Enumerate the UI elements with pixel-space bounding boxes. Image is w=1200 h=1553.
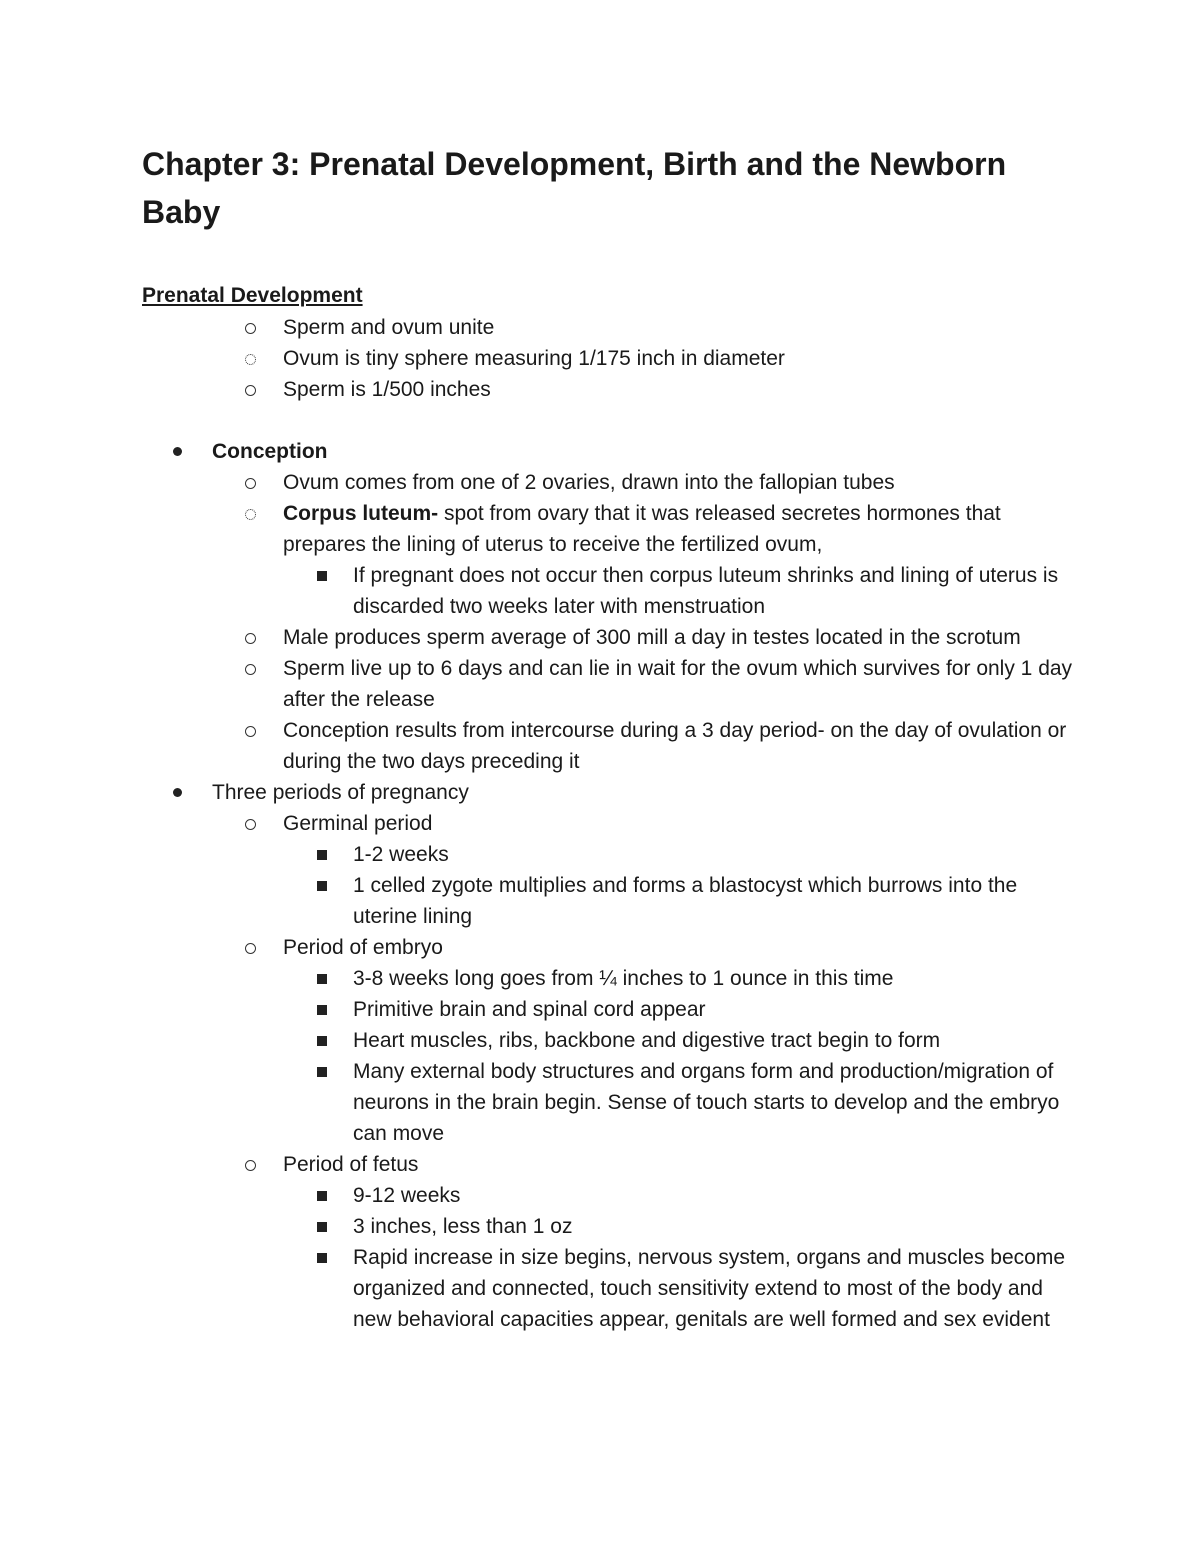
list-item <box>0 1056 1200 1149</box>
filled-circle-bullet-icon <box>173 436 182 467</box>
hollow-circle-bullet-icon <box>245 312 256 345</box>
list-item <box>0 374 1200 405</box>
hollow-circle-bullet-icon <box>245 1149 256 1182</box>
list-item-text: Rapid increase in size begins, nervous system, organs and muscles become organized and connected, touch sensitivity extend to most of the body and new behavioral capacities appear, genitals are well formed and sex evident <box>353 1246 1066 1331</box>
list-item-text: Ovum comes from one of 2 ovaries, drawn into the fallopian tubes <box>283 471 895 494</box>
dotted-circle-bullet-icon <box>245 343 256 376</box>
dotted-circle-bullet-icon <box>245 498 256 531</box>
list-item <box>0 622 1200 653</box>
list-item-text: Three periods of pregnancy <box>212 781 469 804</box>
list-item-text: Sperm live up to 6 days and can lie in wait for the ovum which survives for only 1 day after the release <box>283 657 1073 711</box>
list-item-germinal <box>0 808 1200 839</box>
list-item <box>0 467 1200 498</box>
list-item-text: Period of embryo <box>283 936 443 959</box>
hollow-circle-bullet-icon <box>245 808 256 841</box>
square-bullet-icon <box>317 1180 327 1212</box>
list-item-fetus <box>0 1149 1200 1180</box>
list-item <box>0 839 1200 870</box>
list-item <box>0 343 1200 374</box>
filled-circle-bullet-icon <box>173 777 182 808</box>
hollow-circle-bullet-icon <box>245 467 256 500</box>
list-item-text <box>283 498 1073 560</box>
term-label: Corpus luteum- <box>283 502 439 525</box>
list-item <box>0 1180 1200 1211</box>
square-bullet-icon <box>317 1056 327 1088</box>
hollow-circle-bullet-icon <box>245 715 256 748</box>
list-item-text: Male produces sperm average of 300 mill a day in testes located in the scrotum <box>283 626 1021 649</box>
list-item-text: 1 celled zygote multiplies and forms a blastocyst which burrows into the uterine lining <box>353 874 1018 928</box>
list-item <box>0 963 1200 994</box>
list-item <box>0 312 1200 343</box>
list-item-text: 3 inches, less than 1 oz <box>353 1215 573 1238</box>
list-item-corpus-luteum <box>0 498 1200 560</box>
list-item <box>0 870 1200 932</box>
hollow-circle-bullet-icon <box>245 622 256 655</box>
list-item-text: 1-2 weeks <box>353 843 449 866</box>
section-heading: Prenatal Development <box>142 284 363 307</box>
square-bullet-icon <box>317 1242 327 1274</box>
list-item-text: Sperm is 1/500 inches <box>283 378 491 401</box>
square-bullet-icon <box>317 560 327 592</box>
list-item <box>0 1242 1200 1335</box>
list-item-text: Germinal period <box>283 812 433 835</box>
list-item <box>0 560 1200 622</box>
square-bullet-icon <box>317 1211 327 1243</box>
list-item-text: Primitive brain and spinal cord appear <box>353 998 706 1021</box>
square-bullet-icon <box>317 994 327 1026</box>
list-item <box>0 994 1200 1025</box>
list-item-text: Sperm and ovum unite <box>283 316 495 339</box>
list-item-periods <box>0 777 1200 808</box>
list-item-text: Conception results from intercourse during a 3 day period- on the day of ovulation or during the two days preceding it <box>283 719 1067 773</box>
notes-content <box>0 312 1200 1335</box>
list-item-text: 3-8 weeks long goes from ¼ inches to 1 ounce in this time <box>353 967 894 990</box>
list-item-text: If pregnant does not occur then corpus luteum shrinks and lining of uterus is discarded two weeks later with menstruation <box>353 564 1059 618</box>
square-bullet-icon <box>317 1025 327 1057</box>
list-item <box>0 1211 1200 1242</box>
hollow-circle-bullet-icon <box>245 653 256 686</box>
list-item-text: Conception <box>212 440 328 463</box>
list-item-text: Period of fetus <box>283 1153 419 1176</box>
term-definition: spot from ovary that it was released secretes hormones that prepares the lining of uterus to receive the fertilized ovum, <box>283 502 1001 556</box>
list-item-text: Heart muscles, ribs, backbone and digestive tract begin to form <box>353 1029 941 1052</box>
hollow-circle-bullet-icon <box>245 374 256 407</box>
square-bullet-icon <box>317 839 327 871</box>
hollow-circle-bullet-icon <box>245 932 256 965</box>
list-item-text: 9-12 weeks <box>353 1184 461 1207</box>
list-item-embryo <box>0 932 1200 963</box>
square-bullet-icon <box>317 963 327 995</box>
list-item-text: Ovum is tiny sphere measuring 1/175 inch in diameter <box>283 347 785 370</box>
square-bullet-icon <box>317 870 327 902</box>
list-item-text: Many external body structures and organs form and production/migration of neurons in the brain begin. Sense of touch starts to develop and the embryo can move <box>353 1060 1060 1145</box>
list-item <box>0 653 1200 715</box>
page-title: Chapter 3: Prenatal Development, Birth and the Newborn Baby <box>142 146 1007 230</box>
list-item <box>0 715 1200 777</box>
spacer <box>0 405 1200 436</box>
list-item-conception <box>0 436 1200 467</box>
list-item <box>0 1025 1200 1056</box>
